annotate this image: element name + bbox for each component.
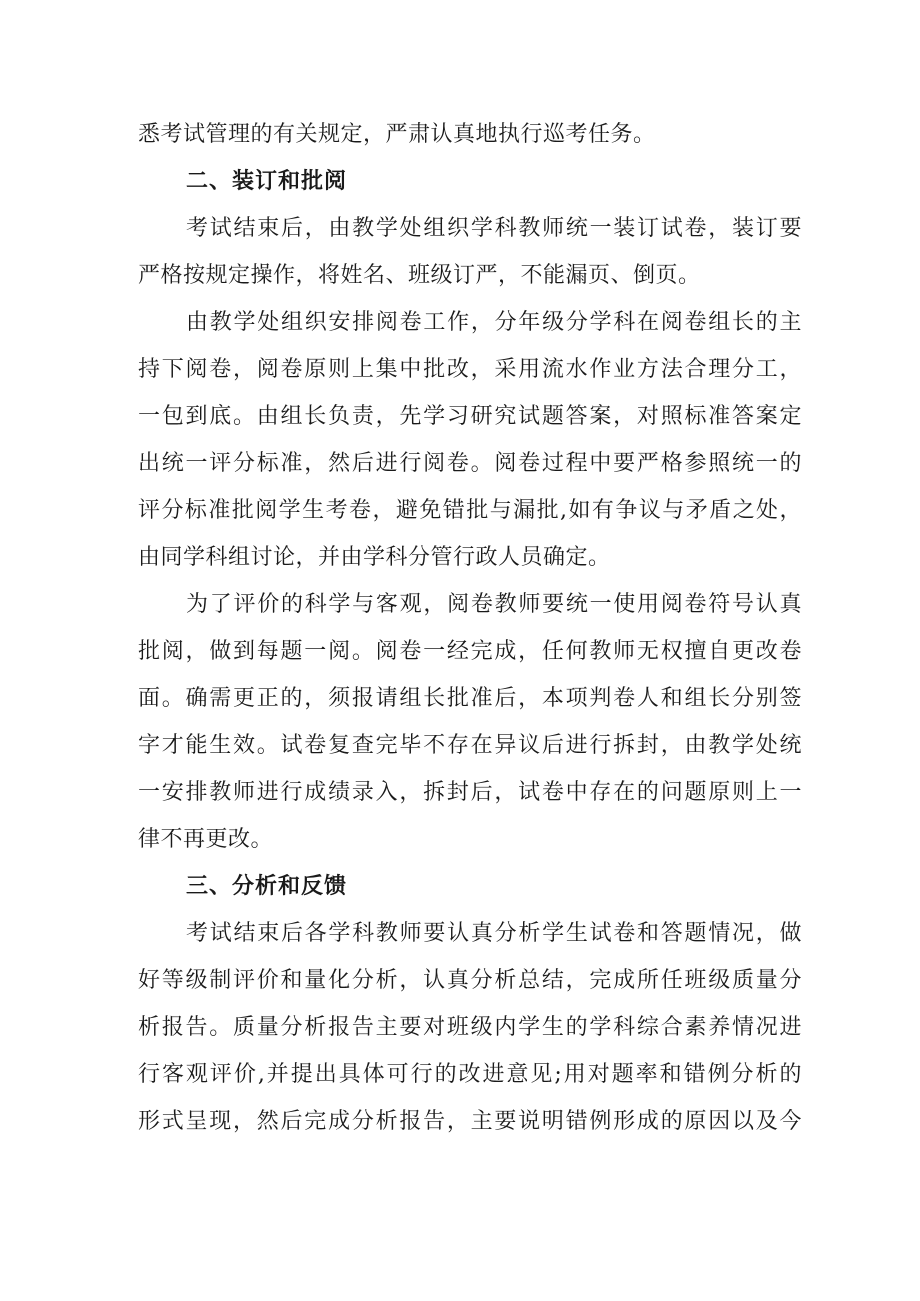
text-line: 一安排教师进行成绩录入，拆封后，试卷中存在的问题原则上一 [138, 780, 802, 805]
text-line: 悉考试管理的有关规定，严肃认真地执行巡考任务。 [138, 122, 656, 147]
section-heading-analysis-and-feedback: 三、分析和反馈 [186, 874, 348, 899]
text-line: 律不再更改。 [138, 827, 274, 852]
text-line: 严格按规定操作，将姓名、班级订严，不能漏页、倒页。 [138, 263, 701, 288]
text-line: 批阅，做到每题一阅。阅卷一经完成，任何教师无权擅自更改卷 [138, 639, 802, 664]
section-heading-binding-and-grading: 二、装订和批阅 [186, 169, 348, 194]
text-line: 考试结束后，由教学处组织学科教师统一装订试卷，装订要 [186, 216, 802, 241]
text-line: 析报告。质量分析报告主要对班级内学生的学科综合素养情况进 [138, 1015, 802, 1040]
paragraph-analysis [138, 917, 802, 1152]
text-line: 行客观评价,并提出具体可行的改进意见;用对题率和错例分析的 [138, 1062, 802, 1087]
text-line: 由同学科组讨论，并由学科分管行政人员确定。 [138, 545, 611, 570]
text-line: 持下阅卷，阅卷原则上集中批改，采用流水作业方法合理分工， [138, 357, 802, 382]
text-line: 形式呈现，然后完成分析报告，主要说明错例形成的原因以及今 [138, 1109, 802, 1134]
paragraph-binding [138, 212, 802, 306]
document-page [138, 118, 802, 1152]
text-line: 出统一评分标准，然后进行阅卷。阅卷过程中要严格参照统一的 [138, 451, 802, 476]
paragraph-grading-rules [138, 588, 802, 870]
text-line: 为了评价的科学与客观，阅卷教师要统一使用阅卷符号认真 [186, 592, 802, 617]
paragraph-grading-organization [138, 306, 802, 588]
text-line: 好等级制评价和量化分析，认真分析总结，完成所任班级质量分 [138, 968, 802, 993]
text-line: 由教学处组织安排阅卷工作，分年级分学科在阅卷组长的主 [186, 310, 802, 335]
text-line: 评分标准批阅学生考卷，避免错批与漏批,如有争议与矛盾之处， [138, 498, 802, 523]
paragraph-continuation [138, 118, 802, 165]
text-line: 考试结束后各学科教师要认真分析学生试卷和答题情况，做 [186, 921, 802, 946]
text-line: 字才能生效。试卷复查完毕不存在异议后进行拆封，由教学处统 [138, 733, 802, 758]
text-line: 面。确需更正的，须报请组长批准后，本项判卷人和组长分别签 [138, 686, 802, 711]
text-line: 一包到底。由组长负责，先学习研究试题答案，对照标准答案定 [138, 404, 802, 429]
